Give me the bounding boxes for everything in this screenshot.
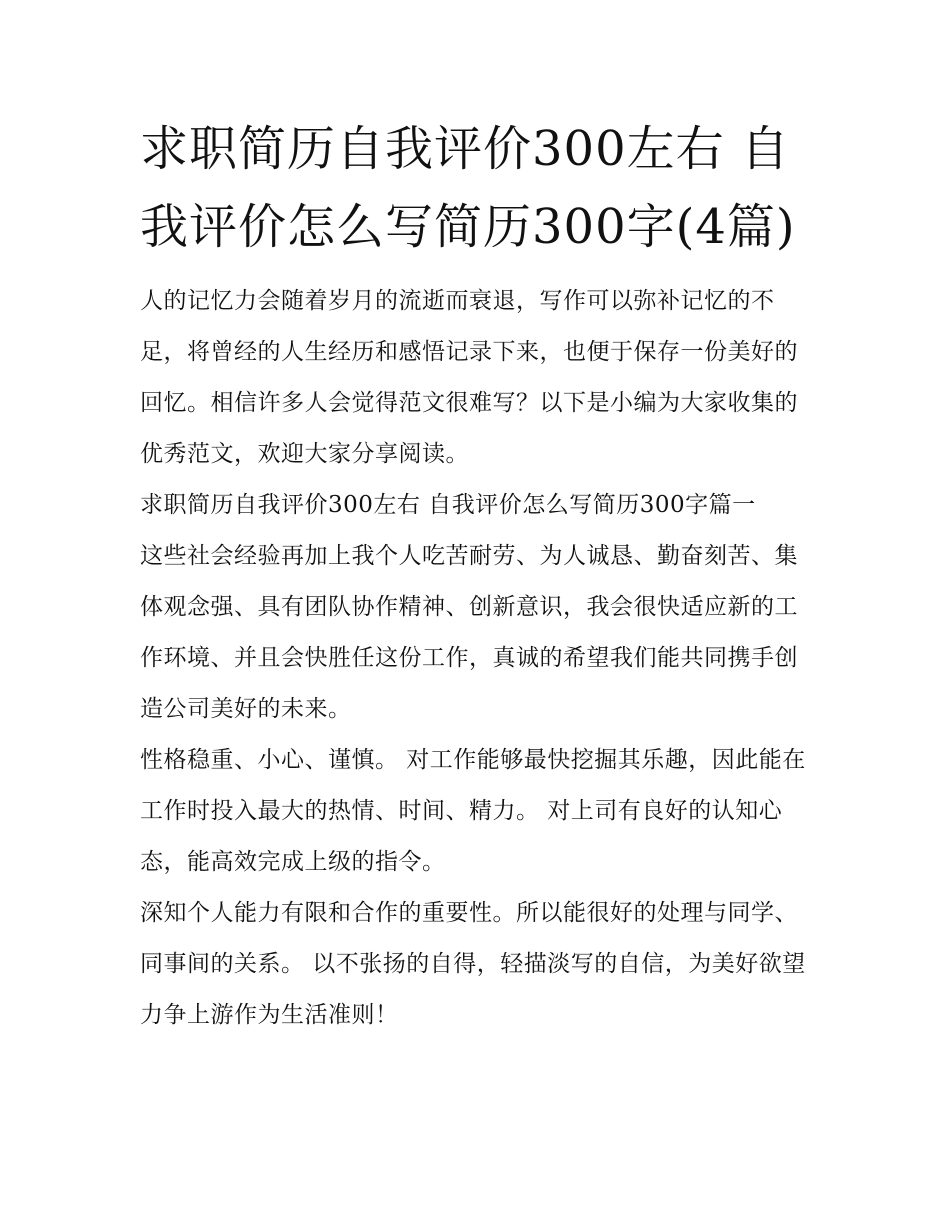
body-paragraph: 深知个人能力有限和合作的重要性。所以能很好的处理与同学、同事间的关系。 以不张扬的自得，轻描淡写的自信，为美好欲望力争上游作为生活准则！	[140, 900, 806, 1028]
document-title: 求职简历自我评价300左右 自我评价怎么写简历300字(4篇)	[140, 121, 796, 255]
intro-paragraph: 人的记忆力会随着岁月的流逝而衰退，写作可以弥补记忆的不足，将曾经的人生经历和感悟记录下来，也便于保存一份美好的回忆。相信许多人会觉得范文很难写？以下是小编为大家收集的优秀范文，欢迎大家分享阅读。	[140, 288, 798, 467]
body-paragraph: 性格稳重、小心、谨慎。 对工作能够最快挖掘其乐趣，因此能在工作时投入最大的热情、时间、精力。 对上司有良好的认知心态，能高效完成上级的指令。	[140, 747, 806, 875]
section-heading: 求职简历自我评价300左右 自我评价怎么写简历300字篇一	[140, 492, 756, 518]
body-paragraph: 这些社会经验再加上我个人吃苦耐劳、为人诚恳、勤奋刻苦、集体观念强、具有团队协作精神、创新意识，我会很快适应新的工作环境、并且会快胜任这份工作，真诚的希望我们能共同携手创造公司美好的未来。	[140, 543, 798, 722]
document-page	[140, 110, 820, 1041]
